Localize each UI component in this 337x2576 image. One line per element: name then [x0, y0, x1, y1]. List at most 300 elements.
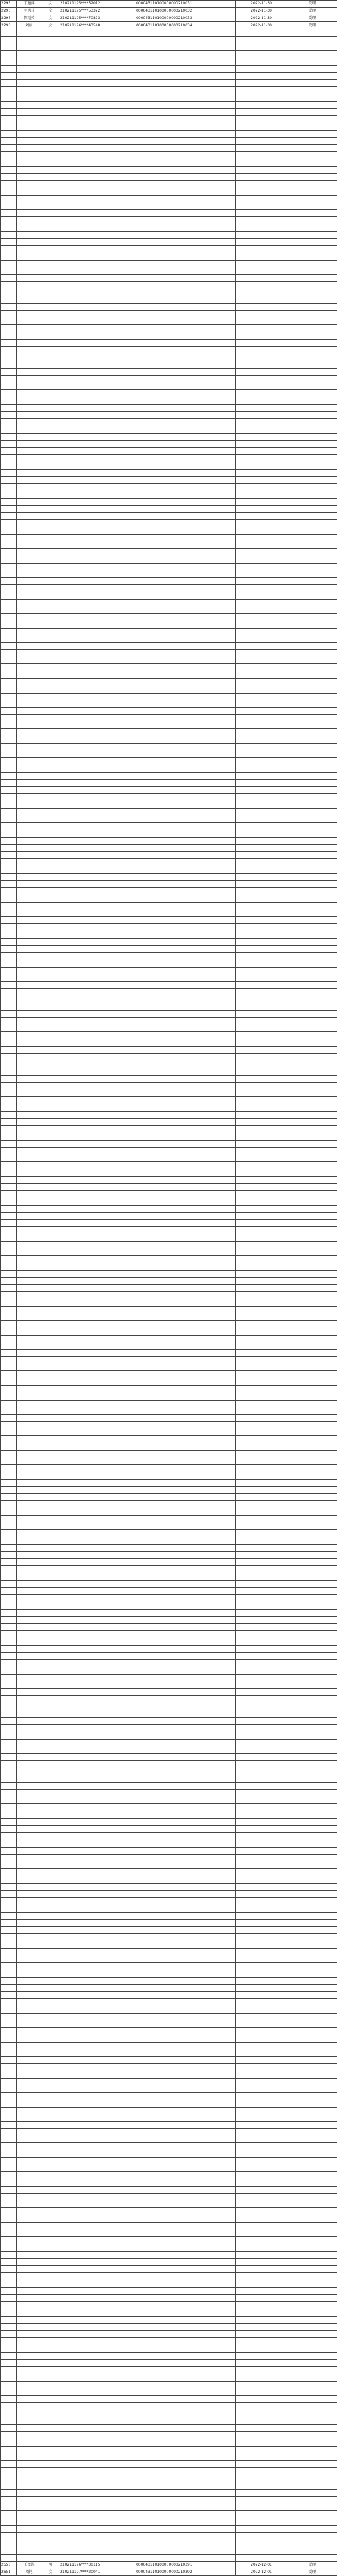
cell-date: 2022-12-01	[236, 2569, 287, 2576]
cell-gender	[42, 2511, 59, 2518]
cell-gender	[42, 686, 59, 693]
cell-card-number	[135, 1076, 236, 1083]
cell-card-number	[135, 592, 236, 599]
cell-card-number	[135, 1486, 236, 1494]
cell-person-name	[17, 1825, 42, 1833]
cell-status	[287, 1674, 337, 1681]
cell-person-name	[17, 94, 42, 101]
cell-row-index	[1, 2425, 17, 2432]
cell-date	[236, 1645, 287, 1653]
cell-row-index	[1, 1624, 17, 1631]
cell-person-name	[17, 2496, 42, 2504]
cell-gender	[42, 1450, 59, 1458]
cell-date	[236, 58, 287, 66]
cell-status	[287, 1869, 337, 1876]
table-row	[1, 1537, 337, 1545]
cell-gender	[42, 1356, 59, 1364]
cell-status	[287, 1999, 337, 2006]
cell-id-number	[59, 1580, 135, 1588]
table-row	[1, 2114, 337, 2122]
table-row	[1, 1248, 337, 1256]
cell-id-number	[59, 1833, 135, 1840]
cell-id-number	[59, 1356, 135, 1364]
cell-card-number	[135, 621, 236, 628]
cell-id-number	[59, 2165, 135, 2172]
cell-gender	[42, 2425, 59, 2432]
cell-row-index	[1, 1047, 17, 1054]
cell-status	[287, 1350, 337, 1357]
cell-card-number	[135, 1544, 236, 1551]
cell-person-name	[17, 1544, 42, 1551]
table-row	[1, 318, 337, 325]
cell-status	[287, 830, 337, 838]
cell-row-index	[1, 1595, 17, 1602]
cell-status	[287, 130, 337, 137]
cell-person-name	[17, 484, 42, 491]
cell-card-number	[135, 411, 236, 419]
cell-status	[287, 29, 337, 37]
cell-card-number	[135, 664, 236, 671]
cell-id-number	[59, 888, 135, 895]
cell-status	[287, 1147, 337, 1155]
cell-date	[236, 2215, 287, 2223]
cell-gender	[42, 455, 59, 462]
table-row	[1, 1421, 337, 1429]
cell-person-name	[17, 224, 42, 231]
cell-person-name	[17, 1313, 42, 1321]
cell-person-name	[17, 253, 42, 260]
cell-id-number	[59, 1076, 135, 1083]
cell-person-name	[17, 375, 42, 383]
table-row	[1, 1313, 337, 1321]
cell-person-name	[17, 859, 42, 866]
cell-card-number	[135, 2122, 236, 2129]
cell-status	[287, 873, 337, 881]
cell-date	[236, 988, 287, 996]
cell-person-name	[17, 2063, 42, 2071]
cell-row-index	[1, 1508, 17, 1516]
cell-status	[287, 2013, 337, 2020]
cell-row-index	[1, 1277, 17, 1285]
cell-date	[236, 1754, 287, 1761]
cell-status	[287, 2518, 337, 2526]
cell-gender	[42, 1494, 59, 1501]
cell-row-index	[1, 1465, 17, 1472]
cell-card-number	[135, 2136, 236, 2143]
cell-date	[236, 592, 287, 599]
cell-date	[236, 484, 287, 491]
cell-card-number	[135, 1912, 236, 1919]
cell-id-number	[59, 621, 135, 628]
cell-gender	[42, 2028, 59, 2035]
cell-date	[236, 281, 287, 289]
cell-row-index	[1, 1191, 17, 1198]
cell-card-number	[135, 1003, 236, 1011]
cell-date	[236, 1458, 287, 1465]
cell-gender	[42, 332, 59, 340]
cell-status	[287, 310, 337, 318]
cell-person-name	[17, 1869, 42, 1876]
cell-id-number	[59, 2475, 135, 2482]
cell-row-index	[1, 383, 17, 390]
cell-gender	[42, 1890, 59, 1898]
cell-gender	[42, 1746, 59, 1754]
cell-gender	[42, 578, 59, 585]
cell-person-name	[17, 2150, 42, 2158]
cell-date	[236, 1011, 287, 1018]
cell-date	[236, 924, 287, 931]
cell-id-number	[59, 1400, 135, 1407]
cell-date	[236, 1328, 287, 1335]
cell-date	[236, 2114, 287, 2122]
cell-date	[236, 643, 287, 650]
cell-card-number	[135, 1530, 236, 1537]
cell-row-index	[1, 1090, 17, 1097]
cell-gender	[42, 383, 59, 390]
cell-person-name	[17, 2266, 42, 2273]
cell-card-number	[135, 1616, 236, 1624]
cell-status	[287, 174, 337, 181]
table-row	[1, 491, 337, 499]
cell-id-number	[59, 1804, 135, 1811]
cell-card-number	[135, 36, 236, 44]
cell-gender	[42, 1350, 59, 1357]
cell-date	[236, 758, 287, 765]
cell-person-name	[17, 2143, 42, 2150]
cell-card-number	[135, 2165, 236, 2172]
cell-card-number	[135, 751, 236, 758]
cell-gender	[42, 1595, 59, 1602]
cell-row-index	[1, 1335, 17, 1342]
cell-row-index	[1, 700, 17, 708]
cell-person-name	[17, 1183, 42, 1191]
cell-id-number	[59, 2302, 135, 2309]
cell-date	[236, 289, 287, 296]
table-row	[1, 2057, 337, 2064]
cell-status	[287, 2136, 337, 2143]
cell-gender	[42, 296, 59, 304]
cell-person-name	[17, 354, 42, 361]
cell-status	[287, 65, 337, 72]
cell-row-index	[1, 1169, 17, 1177]
cell-card-number	[135, 2258, 236, 2266]
cell-gender	[42, 592, 59, 599]
cell-card-number	[135, 1277, 236, 1285]
cell-id-number	[59, 1941, 135, 1948]
table-row	[1, 202, 337, 210]
cell-date	[236, 2525, 287, 2532]
cell-person-name	[17, 339, 42, 346]
cell-date	[236, 2193, 287, 2201]
cell-person-name	[17, 2172, 42, 2179]
cell-status	[287, 2280, 337, 2287]
cell-date	[236, 1573, 287, 1580]
cell-row-index	[1, 2504, 17, 2511]
cell-id-number	[59, 325, 135, 332]
cell-card-number	[135, 534, 236, 541]
cell-card-number	[135, 801, 236, 808]
table-row	[1, 1076, 337, 1083]
cell-card-number	[135, 2532, 236, 2540]
cell-gender	[42, 1479, 59, 1486]
table-row	[1, 2511, 337, 2518]
cell-date	[236, 36, 287, 44]
cell-id-number	[59, 729, 135, 736]
cell-date	[236, 491, 287, 499]
cell-person-name	[17, 1890, 42, 1898]
cell-status	[287, 36, 337, 44]
cell-gender	[42, 1097, 59, 1104]
cell-row-index	[1, 671, 17, 679]
cell-row-index	[1, 1227, 17, 1234]
cell-person-name	[17, 1912, 42, 1919]
table-row	[1, 2230, 337, 2237]
cell-id-number	[59, 2381, 135, 2388]
cell-status	[287, 2006, 337, 2013]
cell-person-name	[17, 1941, 42, 1948]
cell-row-index	[1, 1241, 17, 1248]
cell-card-number	[135, 2453, 236, 2461]
cell-id-number	[59, 1350, 135, 1357]
cell-row-index	[1, 1155, 17, 1162]
cell-gender	[42, 2100, 59, 2107]
cell-row-index	[1, 2525, 17, 2532]
cell-card-number	[135, 123, 236, 131]
cell-id-number	[59, 462, 135, 470]
cell-card-number	[135, 419, 236, 426]
cell-card-number	[135, 2071, 236, 2078]
cell-gender	[42, 1955, 59, 1963]
cell-card-number	[135, 1883, 236, 1890]
cell-id-number	[59, 1948, 135, 1955]
cell-status	[287, 397, 337, 405]
cell-date	[236, 2432, 287, 2439]
cell-id-number	[59, 1573, 135, 1580]
table-row	[1, 1695, 337, 1703]
cell-person-name	[17, 1147, 42, 1155]
cell-status	[287, 520, 337, 527]
cell-status	[287, 1025, 337, 1032]
cell-row-index	[1, 159, 17, 166]
cell-row-index	[1, 1912, 17, 1919]
cell-id-number	[59, 931, 135, 938]
cell-person-name	[17, 1883, 42, 1890]
cell-card-number	[135, 2367, 236, 2374]
table-row	[1, 1212, 337, 1220]
cell-card-number	[135, 310, 236, 318]
table-row	[1, 1783, 337, 1790]
cell-person-name	[17, 1393, 42, 1400]
cell-person-name	[17, 2287, 42, 2295]
cell-gender	[42, 181, 59, 188]
cell-id-number	[59, 1544, 135, 1551]
table-row	[1, 859, 337, 866]
cell-status	[287, 1566, 337, 1573]
cell-row-index	[1, 2446, 17, 2453]
cell-date	[236, 1277, 287, 1285]
table-row	[1, 2309, 337, 2317]
cell-date	[236, 188, 287, 195]
cell-date	[236, 2453, 287, 2461]
cell-gender	[42, 2446, 59, 2453]
cell-gender	[42, 606, 59, 614]
cell-person-name	[17, 1718, 42, 1725]
cell-row-index	[1, 1486, 17, 1494]
table-row	[1, 2352, 337, 2360]
cell-gender	[42, 2352, 59, 2360]
cell-gender	[42, 1082, 59, 1090]
cell-gender	[42, 931, 59, 938]
cell-row-index	[1, 1356, 17, 1364]
table-row	[1, 2453, 337, 2461]
cell-row-index	[1, 1068, 17, 1076]
cell-person-name	[17, 2504, 42, 2511]
cell-row-index	[1, 195, 17, 202]
cell-id-number	[59, 1104, 135, 1112]
cell-card-number	[135, 2316, 236, 2323]
cell-row-index	[1, 2093, 17, 2100]
cell-date	[236, 1465, 287, 1472]
table-row	[1, 1833, 337, 1840]
cell-id-number	[59, 469, 135, 476]
cell-id-number	[59, 635, 135, 643]
cell-row-index	[1, 1898, 17, 1905]
cell-id-number	[59, 2071, 135, 2078]
table-row	[1, 1934, 337, 1941]
cell-row-index	[1, 1443, 17, 1451]
cell-id-number	[59, 1126, 135, 1133]
cell-status	[287, 1616, 337, 1624]
cell-gender	[42, 1212, 59, 1220]
cell-gender: 女	[42, 15, 59, 22]
cell-status	[287, 714, 337, 722]
cell-gender	[42, 924, 59, 931]
cell-row-index	[1, 1689, 17, 1696]
cell-row-index	[1, 455, 17, 462]
cell-row-index	[1, 1458, 17, 1465]
cell-id-number	[59, 1198, 135, 1206]
cell-status	[287, 1039, 337, 1047]
cell-id-number	[59, 1415, 135, 1422]
cell-person-name	[17, 1984, 42, 1992]
cell-gender	[42, 2193, 59, 2201]
cell-row-index	[1, 346, 17, 354]
cell-row-index	[1, 304, 17, 311]
cell-date	[236, 693, 287, 700]
cell-card-number	[135, 1479, 236, 1486]
cell-status	[287, 1118, 337, 1126]
cell-gender	[42, 743, 59, 751]
cell-row-index	[1, 1450, 17, 1458]
table-row	[1, 1140, 337, 1147]
table-row	[1, 433, 337, 440]
cell-card-number	[135, 101, 236, 109]
cell-gender	[42, 1681, 59, 1689]
cell-date	[236, 1486, 287, 1494]
cell-row-index	[1, 1890, 17, 1898]
table-row	[1, 1674, 337, 1681]
cell-person-name	[17, 1140, 42, 1147]
cell-row-index	[1, 1501, 17, 1508]
cell-person-name	[17, 188, 42, 195]
cell-status	[287, 1739, 337, 1746]
cell-card-number: 000043110100000000210031	[135, 1, 236, 8]
cell-card-number	[135, 1653, 236, 1660]
cell-date	[236, 1963, 287, 1970]
cell-card-number	[135, 1111, 236, 1118]
cell-id-number	[59, 65, 135, 72]
cell-person-name	[17, 2453, 42, 2461]
cell-id-number	[59, 1789, 135, 1797]
cell-status	[287, 1436, 337, 1443]
cell-id-number	[59, 1176, 135, 1183]
cell-row-index	[1, 2179, 17, 2187]
cell-card-number	[135, 1797, 236, 1804]
cell-date	[236, 1386, 287, 1393]
cell-row-index	[1, 1147, 17, 1155]
cell-id-number	[59, 1205, 135, 1212]
cell-card-number	[135, 130, 236, 137]
table-row	[1, 275, 337, 282]
cell-id-number	[59, 1133, 135, 1141]
cell-date	[236, 678, 287, 686]
cell-person-name	[17, 1710, 42, 1718]
cell-card-number	[135, 1854, 236, 1862]
cell-row-index	[1, 404, 17, 411]
cell-person-name	[17, 1811, 42, 1819]
cell-gender: 男	[42, 2561, 59, 2569]
cell-card-number	[135, 974, 236, 982]
cell-row-index	[1, 2136, 17, 2143]
cell-card-number	[135, 1053, 236, 1061]
cell-card-number	[135, 794, 236, 801]
cell-person-name	[17, 1638, 42, 1645]
cell-gender	[42, 844, 59, 852]
table-row	[1, 1400, 337, 1407]
cell-person-name	[17, 772, 42, 779]
cell-row-index	[1, 909, 17, 917]
cell-date	[236, 794, 287, 801]
cell-id-number	[59, 1313, 135, 1321]
cell-status	[287, 1191, 337, 1198]
cell-date	[236, 2338, 287, 2345]
cell-date	[236, 1126, 287, 1133]
cell-gender	[42, 239, 59, 246]
cell-row-index	[1, 527, 17, 534]
cell-status	[287, 2122, 337, 2129]
cell-row-index	[1, 296, 17, 304]
cell-gender	[42, 909, 59, 917]
cell-row-index	[1, 361, 17, 369]
cell-person-name	[17, 246, 42, 253]
cell-id-number	[59, 2244, 135, 2252]
cell-row-index	[1, 1212, 17, 1220]
cell-status	[287, 649, 337, 657]
cell-id-number	[59, 404, 135, 411]
cell-id-number	[59, 1992, 135, 1999]
table-row	[1, 404, 337, 411]
table-row	[1, 1955, 337, 1963]
cell-gender	[42, 1660, 59, 1667]
table-row	[1, 2020, 337, 2028]
cell-id-number	[59, 816, 135, 823]
table-row	[1, 2078, 337, 2085]
cell-person-name	[17, 1602, 42, 1609]
cell-gender	[42, 1393, 59, 1400]
cell-card-number	[135, 318, 236, 325]
cell-card-number	[135, 2360, 236, 2367]
cell-status	[287, 2237, 337, 2244]
